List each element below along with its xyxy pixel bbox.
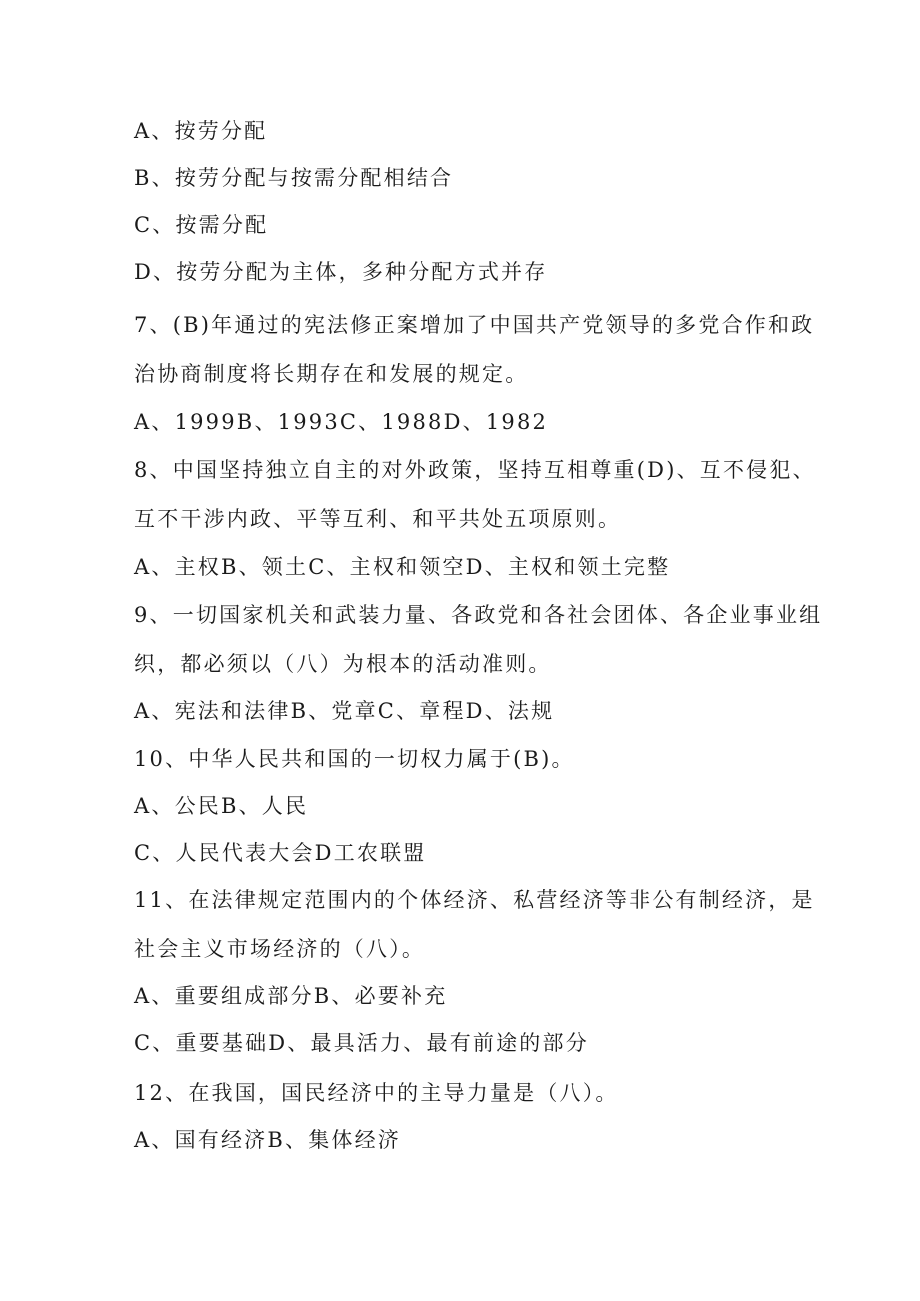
options-q7: A、1999B、1993C、1988D、1982 bbox=[134, 410, 549, 434]
question-9-line-2: 织，都必须以（八）为根本的活动准则。 bbox=[134, 652, 552, 676]
option-a-q6: A、按劳分配 bbox=[134, 119, 268, 143]
question-10: 10、中华人民共和国的一切权力属于(B)。 bbox=[134, 747, 575, 771]
question-8-line-1: 8、中国坚持独立自主的对外政策，坚持互相尊重(D)、互不侵犯、 bbox=[134, 458, 816, 482]
options-q10-cd: C、人民代表大会D工农联盟 bbox=[134, 841, 427, 865]
question-9-line-1: 9、一切国家机关和武装力量、各政党和各社会团体、各企业事业组 bbox=[134, 603, 823, 627]
question-11-line-2: 社会主义市场经济的（八）。 bbox=[134, 937, 426, 961]
option-d-q6: D、按劳分配为主体，多种分配方式并存 bbox=[134, 260, 548, 284]
options-q10-ab: A、公民B、人民 bbox=[134, 794, 309, 818]
question-11-line-1: 11、在法律规定范围内的个体经济、私营经济等非公有制经济，是 bbox=[134, 888, 815, 912]
question-12: 12、在我国，国民经济中的主导力量是（八）。 bbox=[134, 1081, 619, 1105]
question-7-line-2: 治协商制度将长期存在和发展的规定。 bbox=[134, 362, 529, 386]
option-c-q6: C、按需分配 bbox=[134, 213, 269, 237]
question-7-line-1: 7、(B)年通过的宪法修正案增加了中国共产党领导的多党合作和政 bbox=[134, 313, 815, 337]
options-q11-cd: C、重要基础D、最具活力、最有前途的部分 bbox=[134, 1031, 589, 1055]
question-8-line-2: 互不干涉内政、平等互利、和平共处五项原则。 bbox=[134, 507, 622, 531]
options-q11-ab: A、重要组成部分B、必要补充 bbox=[134, 984, 448, 1008]
option-b-q6: B、按劳分配与按需分配相结合 bbox=[134, 166, 454, 190]
options-q9: A、宪法和法律B、党章C、章程D、法规 bbox=[134, 699, 555, 723]
options-q8: A、主权B、领土C、主权和领空D、主权和领土完整 bbox=[134, 555, 671, 579]
options-q12-ab: A、国有经济B、集体经济 bbox=[134, 1128, 401, 1152]
